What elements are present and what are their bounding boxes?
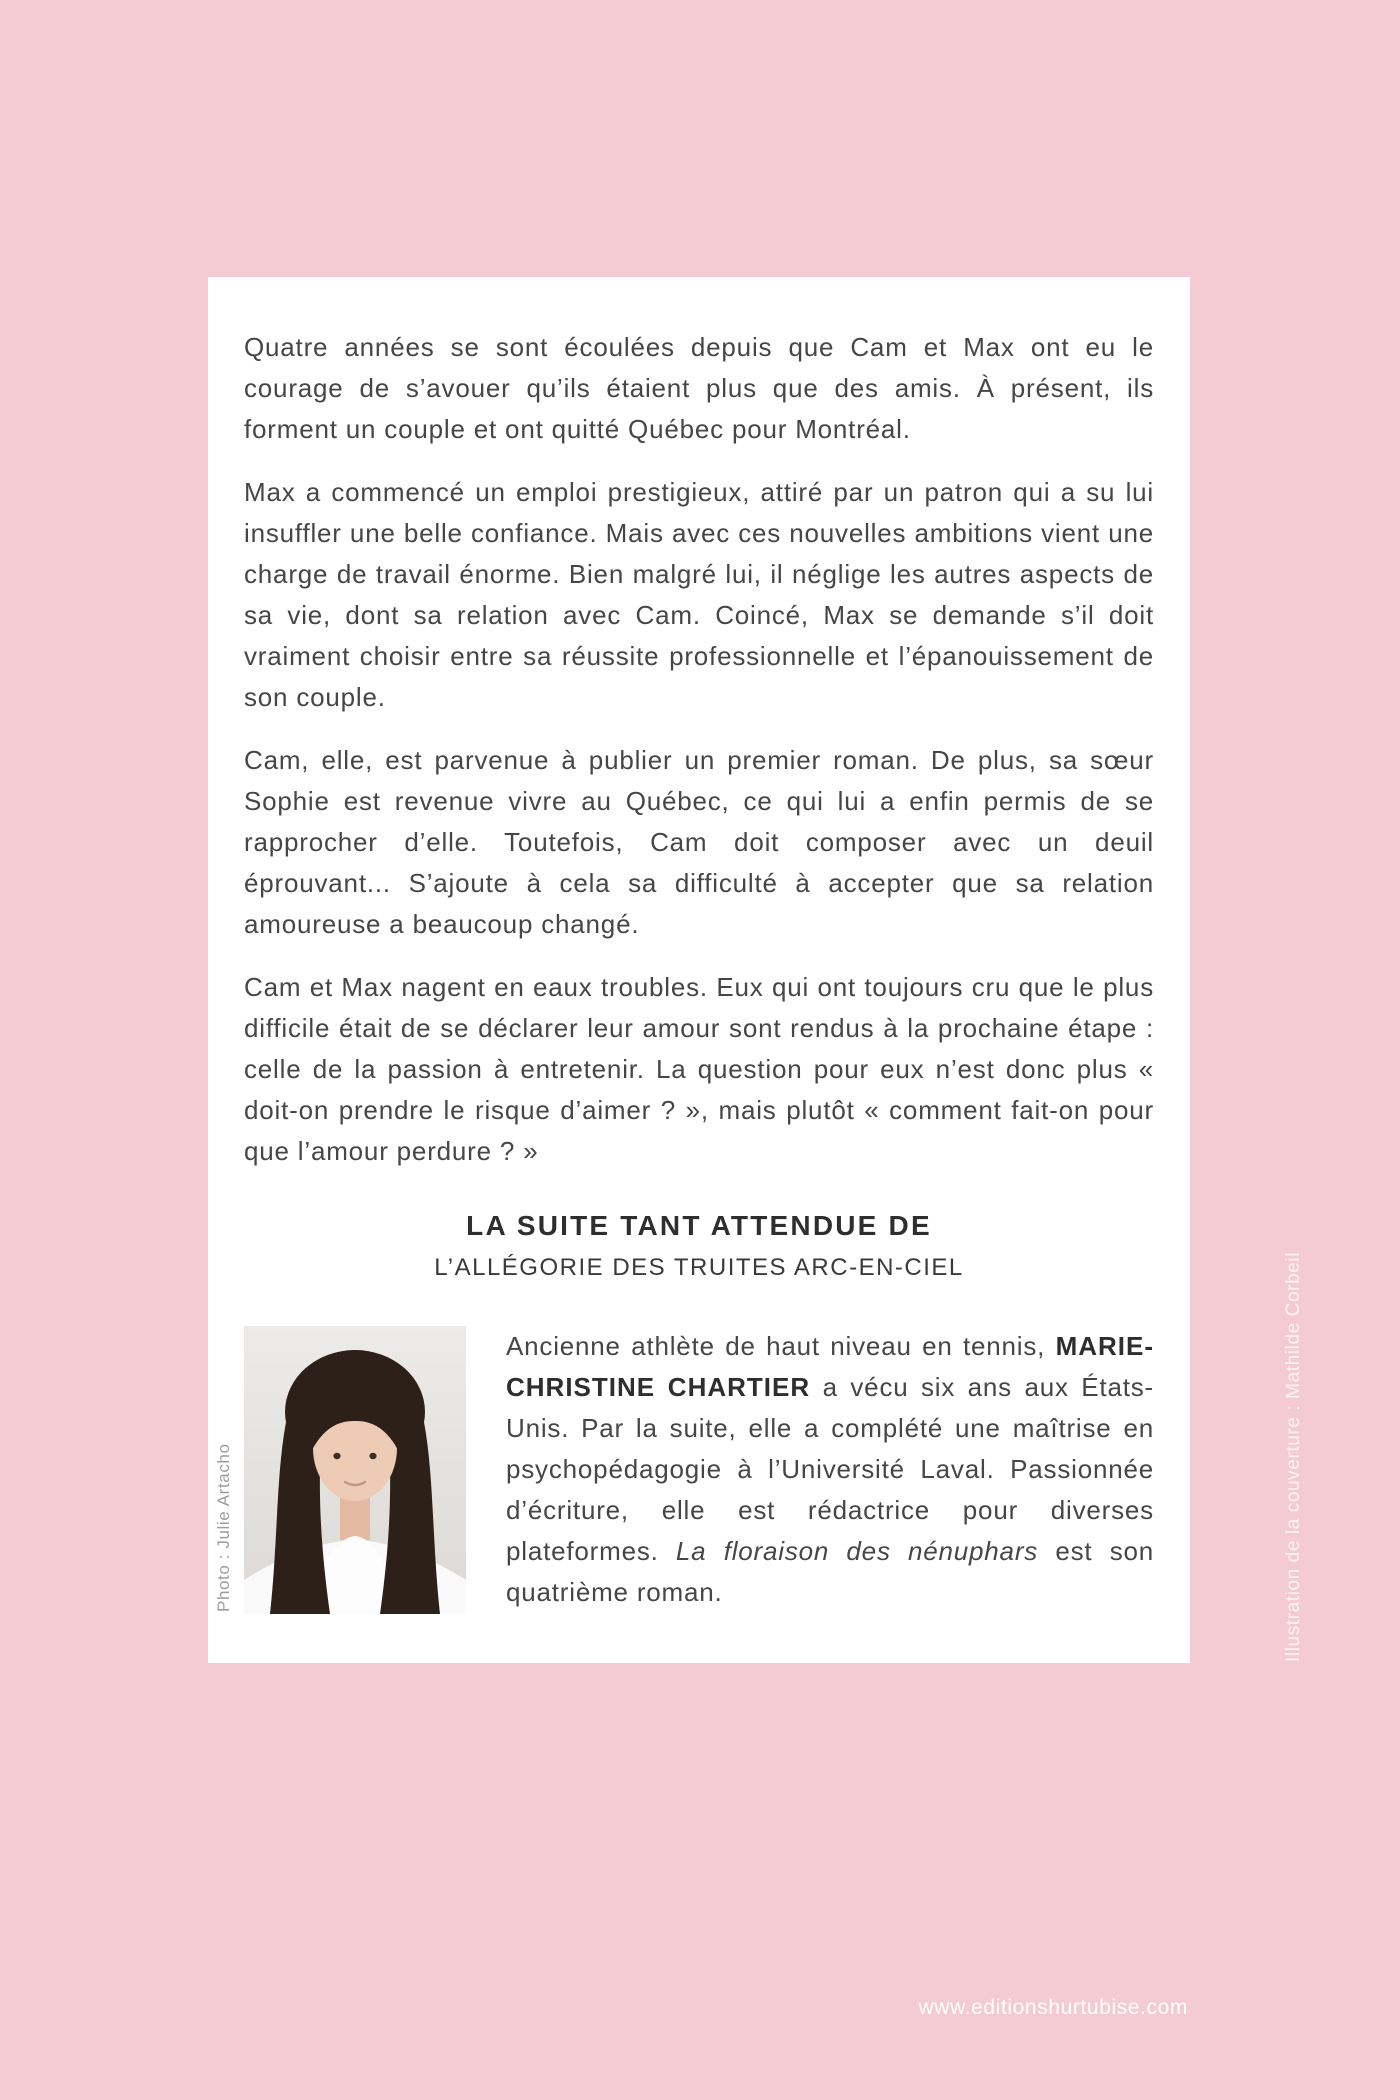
synopsis-paragraph-3: Cam, elle, est parvenue à publier un premier roman. De plus, sa sœur Sophie est revenue vivre au Québec, ce qui lui a enfin permis de se rapprocher d’elle. Toutefois, Cam doit composer avec un deuil éprouvant... S’ajoute à cela sa difficulté à accepter que sa relation amoureuse a beaucoup changé. bbox=[244, 745, 1154, 939]
photo-credit: Photo : Julie Artacho bbox=[214, 1443, 233, 1612]
teaser-previous-book-title: L’ALLÉGORIE DES TRUITES ARC-EN-CIEL bbox=[434, 1254, 964, 1281]
synopsis-paragraph-2: Max a commencé un emploi prestigieux, attiré par un patron qui a su lui insuffler une belle confiance. Mais avec ces nouvelles ambitions vient une charge de travail énorme. Bien malgré lui, il néglige les autres aspects de sa vie, dont sa relation avec Cam. Coincé, Max se demande s’il doit vraiment choisir entre sa réussite professionnelle et l’épanouissement de son couple. bbox=[244, 477, 1154, 712]
author-portrait-illustration bbox=[244, 1326, 466, 1614]
cover-illustration-credit: Illustration de la couverture : Mathilde Corbeil bbox=[1283, 1251, 1304, 1662]
book-title-italic: La floraison des nénuphars bbox=[675, 1536, 1039, 1566]
author-photo bbox=[244, 1326, 466, 1614]
teaser-heading: LA SUITE TANT ATTENDUE DE bbox=[466, 1210, 932, 1241]
bio-text-middle: a vécu six ans aux États-Unis. Par la suite, elle a complété une maîtrise en psychopédagogie à l’Université Laval. Passionnée d’écriture, elle est rédactrice pour diverses plateformes. bbox=[506, 1372, 1154, 1566]
synopsis-paragraph-1: Quatre années se sont écoulées depuis que Cam et Max ont eu le courage de s’avouer qu’ils étaient plus que des amis. À présent, ils forment un couple et ont quitté Québec pour Montréal. bbox=[244, 332, 1154, 444]
bio-text-prefix: Ancienne athlète de haut niveau en tennis, bbox=[506, 1331, 1056, 1361]
synopsis-paragraph-4: Cam et Max nagent en eaux troubles. Eux qui ont toujours cru que le plus difficile était de se déclarer leur amour sont rendus à la prochaine étape : celle de la passion à entretenir. La question pour eux n’est donc plus « doit-on prendre le risque d’aimer ? », mais plutôt « comment fait-on pour que l’amour perdure ? » bbox=[244, 972, 1154, 1166]
author-bio bbox=[506, 1326, 1154, 1614]
back-cover-panel bbox=[208, 277, 1190, 1663]
synopsis bbox=[244, 327, 1154, 1172]
author-name: MARIE-CHRISTINE CHARTIER bbox=[506, 1331, 1154, 1402]
publisher-website: www.editionshurtubise.com bbox=[918, 1996, 1188, 2019]
bio-text-suffix: est son quatrième roman. bbox=[506, 1536, 1155, 1607]
author-section bbox=[214, 1326, 1155, 1614]
series-teaser bbox=[244, 1210, 1154, 1282]
